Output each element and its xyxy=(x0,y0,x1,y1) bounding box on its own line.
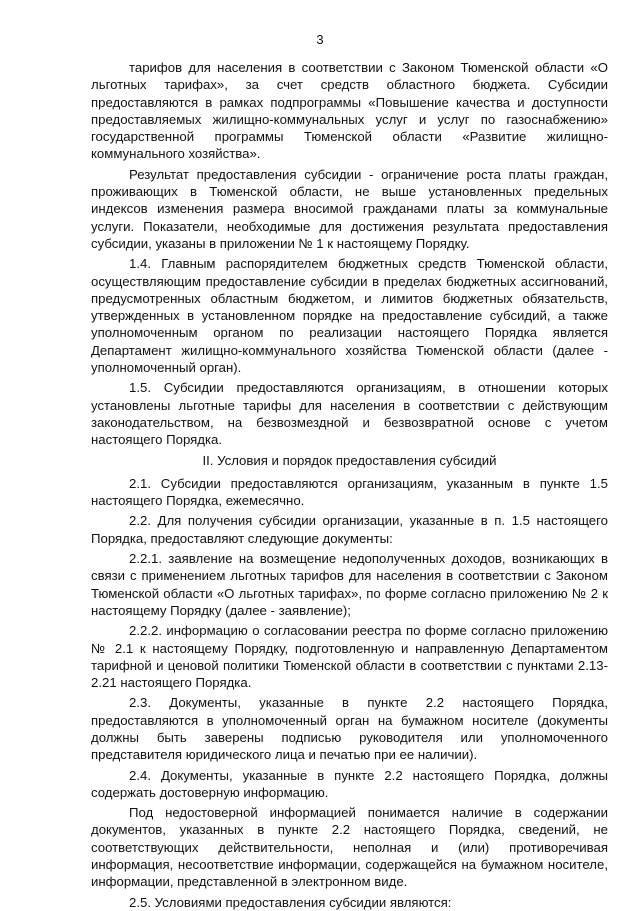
paragraph-1-5: 1.5. Субсидии предоставляются организациям, в отношении которых установлены льготные тарифы для населения в соответствии с действующим законодательством, на безвозмездной и безвозвратной основе с учетом настоящего Порядка. xyxy=(91,380,608,448)
paragraph-subsidy-result: Результат предоставления субсидии - ограничение роста платы граждан, проживающих в Тюменской области, не выше установленных предельных индексов изменения размера вносимой гражданами платы за коммунальные услуги. Показатели, необходимые для достижения результата предоставления субсидии, указаны в приложении № 1 к настоящему Порядку. xyxy=(91,166,608,251)
paragraph-2-2-1: 2.2.1. заявление на возмещение недополученных доходов, возникающих в связи с применением льготных тарифов для населения в соответствии с Законом Тюменской области «О льготных тарифах», по форме согласно приложению № 2 к настоящему Порядку (далее - заявление); xyxy=(91,551,608,618)
paragraph-unreliable-info: Под недостоверной информацией понимается наличие в содержании документов, указанных в пункте 2.2 настоящего Порядка, сведений, не соответствующих действительности, неполная и (или) противоречивая информация, несоответствие информации, содержащейся на бумажном носителе, информации, представленной в электронном виде. xyxy=(91,805,608,890)
paragraph-2-4: 2.4. Документы, указанные в пункте 2.2 настоящего Порядка, должны содержать достоверную информацию. xyxy=(91,767,608,800)
paragraph-2-5: 2.5. Условиями предоставления субсидии являются: xyxy=(129,894,452,910)
paragraph-subsidy-basis: тарифов для населения в соответствии с Законом Тюменской области «О льготных тарифах», за счет средств областного бюджета. Субсидии предоставляются в рамках подпрограммы «Повышение качества и доступности предоставляемых жилищно-коммунальных услуг и услуг по газоснабжению» государственной программы Тюменской области «Развитие жилищно-коммунального хозяйства». xyxy=(91,60,608,162)
section-heading: II. Условия и порядок предоставления субсидий xyxy=(202,452,497,468)
document-body xyxy=(91,59,608,911)
paragraph-2-2: 2.2. Для получения субсидии организации, указанные в п. 1.5 настоящего Порядка, предоставляют следующие документы: xyxy=(91,513,608,546)
paragraph-2-3: 2.3. Документы, указанные в пункте 2.2 настоящего Порядка, предоставляются в уполномоченный орган на бумажном носителе (документы должны быть заверены подписью руководителя или уполномоченного представителя юридического лица и печатью при ее наличии). xyxy=(91,695,608,763)
paragraph-2-2-2: 2.2.2. информацию о согласовании реестра по форме согласно приложению № 2.1 к настоящему Порядку, подготовленную и направленную Департаментом тарифной и ценовой политики Тюменской области в соответствии с пунктами 2.13-2.21 настоящего Порядка. xyxy=(91,623,608,691)
page-number: 3 xyxy=(316,32,324,47)
paragraph-1-4: 1.4. Главным распорядителем бюджетных средств Тюменской области, осуществляющим предоставление субсидии в пределах бюджетных ассигнований, предусмотренных областным бюджетом, и лимитов бюджетных обязательств, утвержденных в установленном порядке на предоставление субсидий, а также уполномоченным органом по реализации настоящего Порядка является Департамент жилищно-коммунального хозяйства Тюменской области (далее - уполномоченный орган). xyxy=(91,256,608,376)
paragraph-2-1: 2.1. Субсидии предоставляются организациям, указанным в пункте 1.5 настоящего Порядка, ежемесячно. xyxy=(91,475,608,509)
